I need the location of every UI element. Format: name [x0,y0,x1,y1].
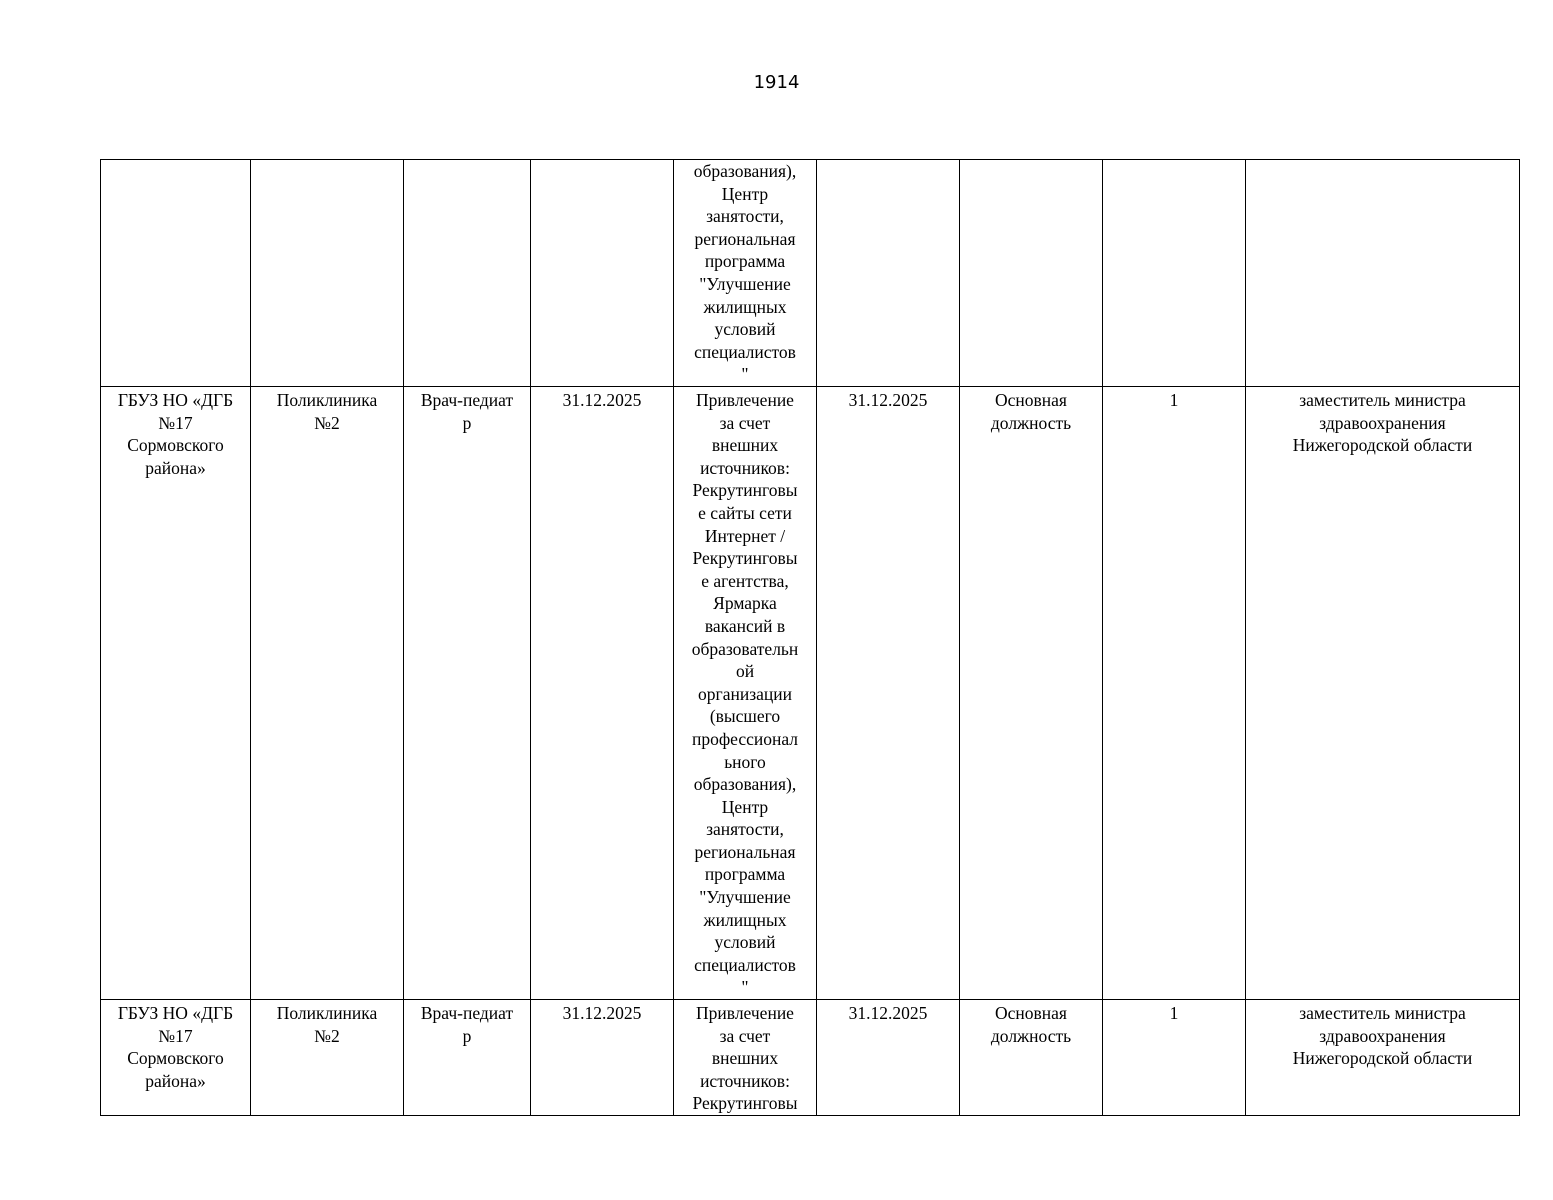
sources-cell [674,160,817,387]
cell-text-line: (высшего [709,706,781,727]
cell-text-line: образования), [693,774,797,795]
cell-text-line: №17 [158,1025,193,1046]
cell-text-line: Привлечение [696,1003,794,1024]
cell-text-line: Поликлиника [276,1003,378,1024]
cell-text-line: е агентства, [701,570,789,591]
cell-text-line: программа [704,864,786,885]
cell-text-line: программа [704,251,786,272]
cell-text-line: р [462,1025,472,1046]
cell-text-line: Центр [721,796,769,817]
position-type-cell [960,1000,1103,1116]
date-actual-cell [817,387,960,1000]
cell-text-line: Центр [721,183,769,204]
cell-text-line: "Улучшение [699,887,791,908]
cell-text-line: Врач-педиат [420,1003,514,1024]
cell-text-line: за счет [719,412,771,433]
cell-text-line: должность [990,412,1072,433]
cell-text-line: " [741,364,749,385]
cell-text-line: организации [698,683,792,704]
vacancy-table [100,159,1520,1116]
cell-text-line: условий [714,319,776,340]
cell-text-line: Интернет / [704,525,786,546]
cell-text-line: жилищных [703,296,787,317]
count-cell [1103,387,1246,1000]
cell-text-line: ГБУЗ НО «ДГБ [117,390,234,410]
cell-text-line: Поликлиника [276,390,378,410]
cell-text-line: здравоохранения [1319,412,1446,433]
cell-text-line: образования), [693,161,797,181]
cell-text-line: специалистов [694,341,796,362]
date-planned-cell [531,387,674,1000]
cell-text-line: Нижегородской области [1292,1048,1473,1069]
date-planned-cell [531,160,674,387]
cell-text-line: Основная [995,1003,1067,1024]
cell-text-line: №2 [314,412,340,433]
cell-text-line: занятости, [706,819,784,840]
cell-text-line: источников: [700,457,790,478]
position-cell [404,387,531,1000]
organization-cell [101,1000,251,1116]
cell-text-line: Привлечение [696,390,794,410]
cell-text-line: р [462,412,472,433]
cell-text-line: занятости, [706,206,784,227]
cell-text-line: №17 [158,412,193,433]
cell-text-line: района» [145,1070,206,1091]
department-cell [251,387,404,1000]
cell-text-line: должность [990,1025,1072,1046]
page-number: 1914 [753,72,800,93]
table-row [101,1000,1520,1116]
cell-text-line: Сормовского [127,435,224,456]
cell-text-line: за счет [719,1025,771,1046]
table-row [101,387,1520,1000]
count-cell [1103,160,1246,387]
date-actual-cell [817,1000,960,1116]
cell-text-line: Рекрутинговы [692,1093,798,1114]
cell-text-line: условий [714,932,776,953]
cell-text-line: вакансий в [704,615,786,636]
cell-text-line: региональная [694,228,796,249]
cell-text-line: региональная [694,841,796,862]
count-cell [1103,1000,1246,1116]
position-cell [404,1000,531,1116]
cell-text-line: специалистов [694,954,796,975]
cell-text-line: Сормовского [127,1048,224,1069]
cell-text-line: образовательн [691,638,799,659]
cell-text-line: 31.12.2025 [848,390,928,410]
responsible-cell [1246,387,1520,1000]
date-actual-cell [817,160,960,387]
position-type-cell [960,387,1103,1000]
table-row [101,160,1520,387]
organization-cell [101,387,251,1000]
cell-text-line: внешних [711,1048,779,1069]
cell-text-line: источников: [700,1070,790,1091]
cell-text-line: района» [145,457,206,478]
cell-text-line: заместитель министра [1299,390,1466,410]
cell-text-line: ГБУЗ НО «ДГБ [117,1003,234,1024]
cell-text-line: Нижегородской области [1292,435,1473,456]
cell-text-line: №2 [314,1025,340,1046]
organization-cell [101,160,251,387]
cell-text-line: жилищных [703,909,787,930]
cell-text-line: профессионал [691,728,799,749]
cell-text-line: ьного [724,751,766,772]
cell-text-line: Рекрутинговы [692,548,798,569]
cell-text-line: Ярмарка [713,593,777,614]
date-planned-cell [531,1000,674,1116]
cell-text-line: внешних [711,435,779,456]
cell-text-line: 31.12.2025 [562,1003,642,1024]
position-type-cell [960,160,1103,387]
cell-text-line: е сайты сети [698,502,792,523]
cell-text-line: заместитель министра [1299,1003,1466,1024]
cell-text-line: Врач-педиат [420,390,514,410]
responsible-cell [1246,160,1520,387]
sources-cell [674,1000,817,1116]
cell-text-line: здравоохранения [1319,1025,1446,1046]
cell-text-line: 31.12.2025 [562,390,642,410]
cell-text-line: Основная [995,390,1067,410]
department-cell [251,160,404,387]
cell-text-line: Рекрутинговы [692,480,798,501]
cell-text-line: 1 [1169,1003,1179,1024]
cell-text-line: ой [735,661,755,682]
department-cell [251,1000,404,1116]
cell-text-line: 31.12.2025 [848,1003,928,1024]
cell-text-line: " [741,977,749,998]
cell-text-line: "Улучшение [699,273,791,294]
cell-text-line: 1 [1169,390,1179,410]
responsible-cell [1246,1000,1520,1116]
position-cell [404,160,531,387]
sources-cell [674,387,817,1000]
